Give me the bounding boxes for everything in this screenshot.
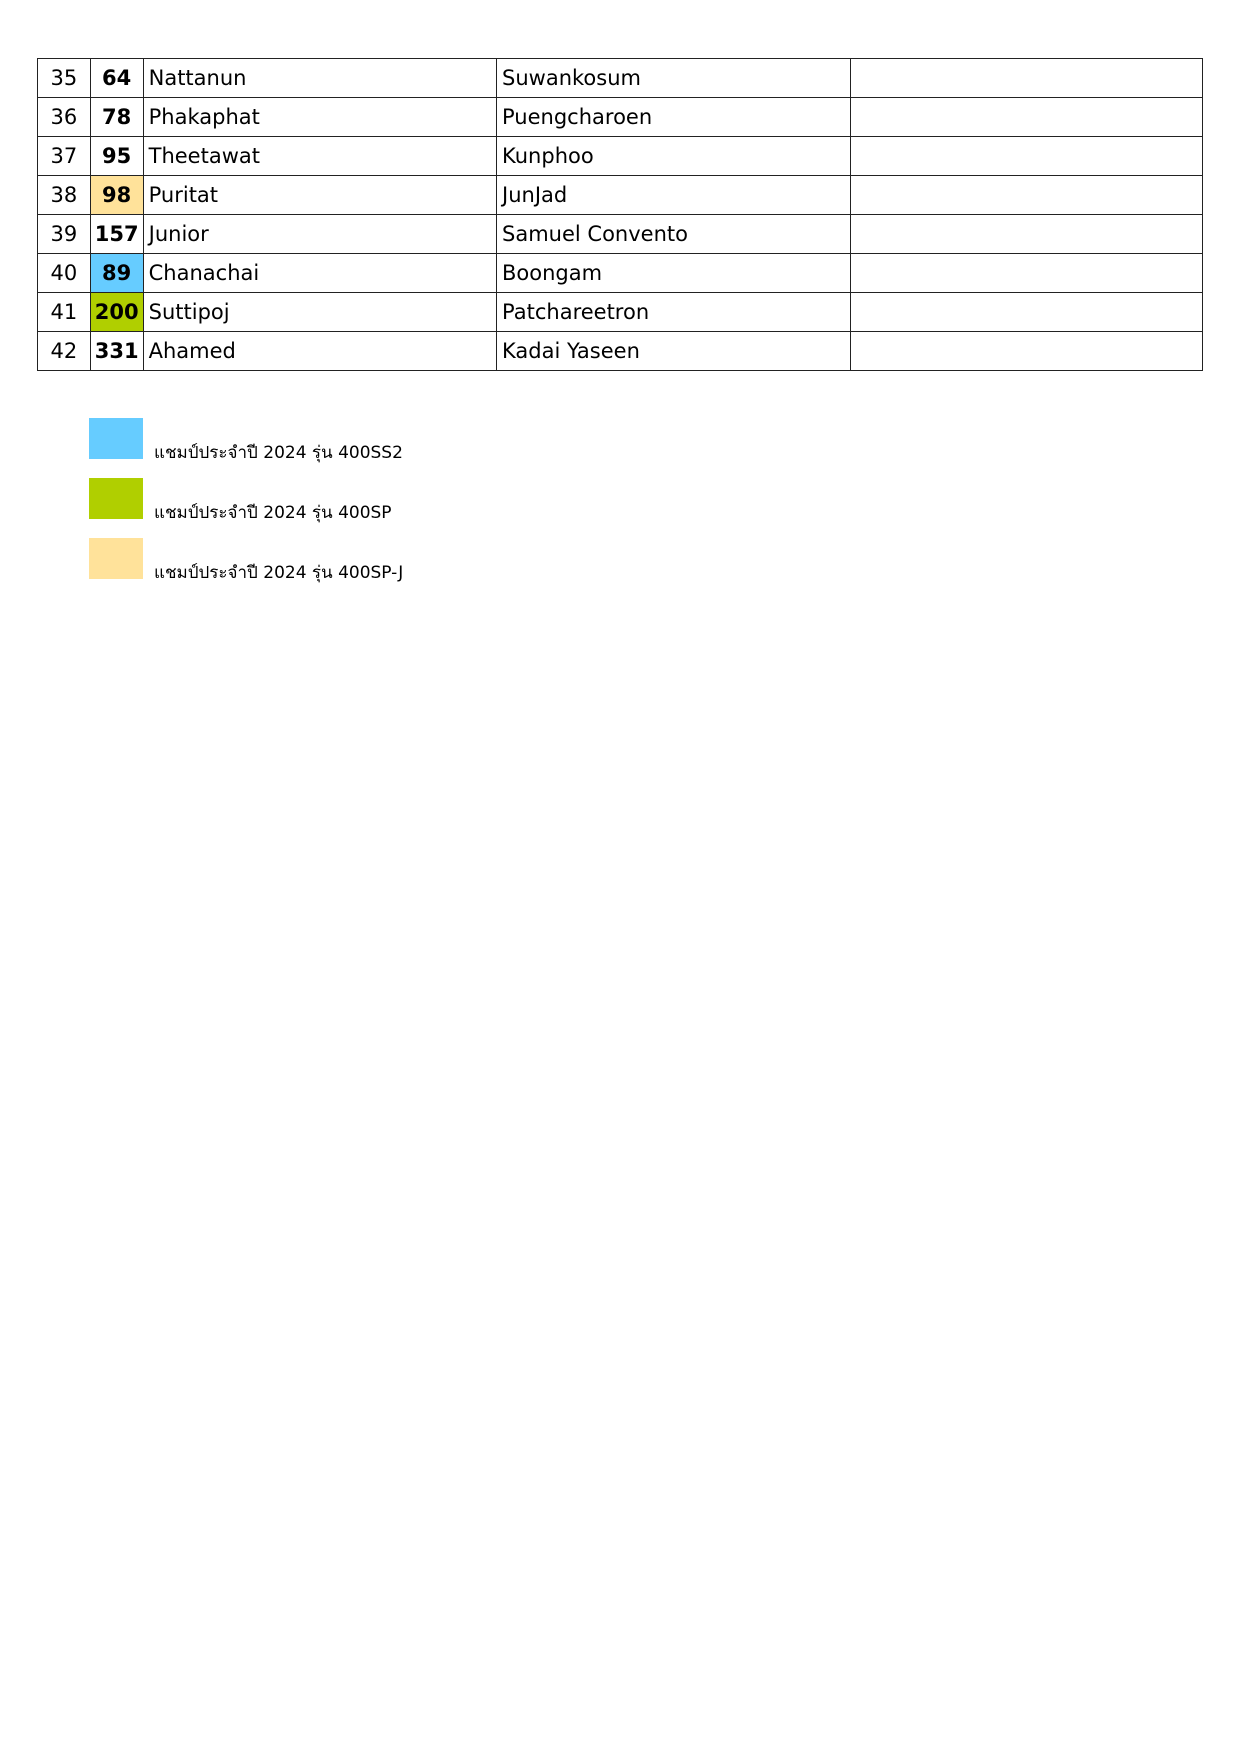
participants-table [37, 58, 1203, 371]
color-swatch [89, 418, 143, 459]
race-number: 78 [90, 98, 143, 137]
last-name: Boongam [497, 254, 851, 293]
empty-cell [850, 59, 1202, 98]
row-index: 35 [38, 59, 91, 98]
legend-label: แชมป์ประจำปี 2024 รุ่น 400SP-J [154, 563, 404, 583]
empty-cell [850, 293, 1202, 332]
first-name: Suttipoj [143, 293, 496, 332]
last-name: Samuel Convento [497, 215, 851, 254]
row-index: 42 [38, 332, 91, 371]
legend-label: แชมป์ประจำปี 2024 รุ่น 400SS2 [154, 443, 403, 463]
last-name: JunJad [497, 176, 851, 215]
color-swatch [89, 478, 143, 519]
table-row [38, 59, 1203, 98]
row-index: 36 [38, 98, 91, 137]
last-name: Puengcharoen [497, 98, 851, 137]
empty-cell [850, 176, 1202, 215]
last-name: Patchareetron [497, 293, 851, 332]
empty-cell [850, 137, 1202, 176]
first-name: Junior [143, 215, 496, 254]
race-number-highlighted: 89 [90, 254, 143, 293]
legend-label: แชมป์ประจำปี 2024 รุ่น 400SP [154, 503, 392, 523]
empty-cell [850, 332, 1202, 371]
table-row [38, 176, 1203, 215]
race-number: 64 [90, 59, 143, 98]
race-number-highlighted: 200 [90, 293, 143, 332]
last-name: Suwankosum [497, 59, 851, 98]
first-name: Nattanun [143, 59, 496, 98]
color-swatch [89, 538, 143, 579]
table-row [38, 215, 1203, 254]
table-row [38, 137, 1203, 176]
table-row [38, 98, 1203, 137]
row-index: 37 [38, 137, 91, 176]
empty-cell [850, 215, 1202, 254]
last-name: Kunphoo [497, 137, 851, 176]
first-name: Puritat [143, 176, 496, 215]
race-number-highlighted: 98 [90, 176, 143, 215]
table-row [38, 293, 1203, 332]
first-name: Ahamed [143, 332, 496, 371]
first-name: Phakaphat [143, 98, 496, 137]
race-number: 95 [90, 137, 143, 176]
row-index: 39 [38, 215, 91, 254]
empty-cell [850, 254, 1202, 293]
row-index: 38 [38, 176, 91, 215]
race-number: 331 [90, 332, 143, 371]
table-row [38, 332, 1203, 371]
first-name: Chanachai [143, 254, 496, 293]
first-name: Theetawat [143, 137, 496, 176]
empty-cell [850, 98, 1202, 137]
last-name: Kadai Yaseen [497, 332, 851, 371]
race-number: 157 [90, 215, 143, 254]
row-index: 40 [38, 254, 91, 293]
table-row [38, 254, 1203, 293]
row-index: 41 [38, 293, 91, 332]
